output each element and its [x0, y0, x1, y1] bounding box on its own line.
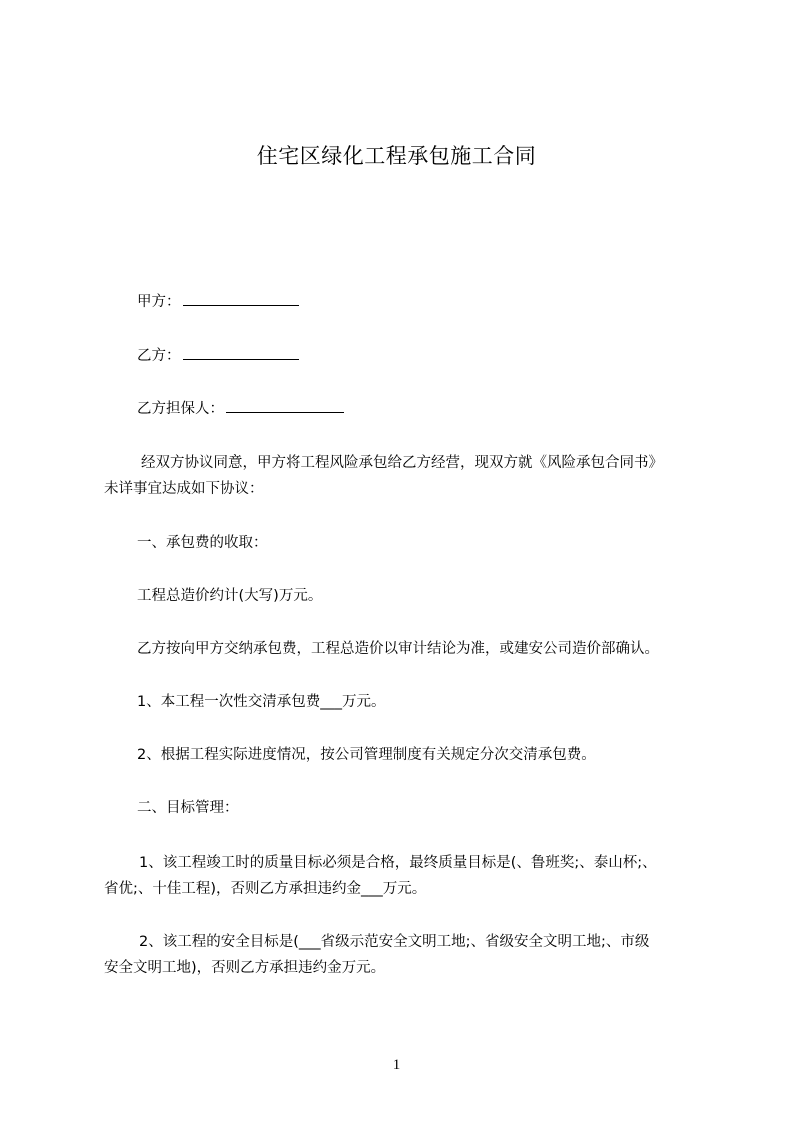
safety-line-1: 2、该工程的安全目标是(___省级示范安全文明工地;、省级安全文明工地;、市级 — [139, 934, 650, 950]
party-a-field — [137, 291, 299, 312]
party-b-blank — [183, 345, 299, 360]
item-1-1: 1、本工程一次性交清承包费___万元。 — [137, 694, 386, 710]
total-cost-line: 工程总造价约计(大写)万元。 — [137, 588, 323, 604]
page-number: 1 — [392, 1057, 401, 1073]
party-a-label: 甲方： — [137, 294, 181, 310]
payment-rule-line: 乙方按向甲方交纳承包费，工程总造价以审计结论为准，或建安公司造价部确认。 — [137, 641, 659, 657]
safety-line-2: 安全文明工地)，否则乙方承担违约金万元。 — [104, 960, 386, 976]
quality-line-1: 1、该工程竣工时的质量目标必须是合格，最终质量目标是(、鲁班奖;、泰山杯;、 — [139, 855, 657, 871]
section-1-heading: 一、承包费的收取： — [137, 535, 268, 551]
guarantor-label: 乙方担保人： — [137, 401, 224, 417]
intro-line-2: 未详事宜达成如下协议： — [104, 481, 264, 497]
document-title: 住宅区绿化工程承包施工合同 — [256, 144, 537, 168]
party-b-label: 乙方： — [137, 348, 181, 364]
guarantor-blank — [226, 398, 344, 413]
item-1-2: 2、根据工程实际进度情况，按公司管理制度有关规定分次交清承包费。 — [137, 747, 596, 763]
party-b-field — [137, 345, 299, 366]
intro-line-1: 经双方协议同意，甲方将工程风险承包给乙方经营，现双方就《风险承包合同书》 — [141, 455, 663, 471]
party-a-blank — [183, 291, 299, 306]
quality-line-2: 省优;、十佳工程)，否则乙方承担违约金___万元。 — [104, 881, 427, 897]
section-2-heading: 二、目标管理： — [137, 800, 239, 816]
guarantor-field — [137, 398, 344, 419]
